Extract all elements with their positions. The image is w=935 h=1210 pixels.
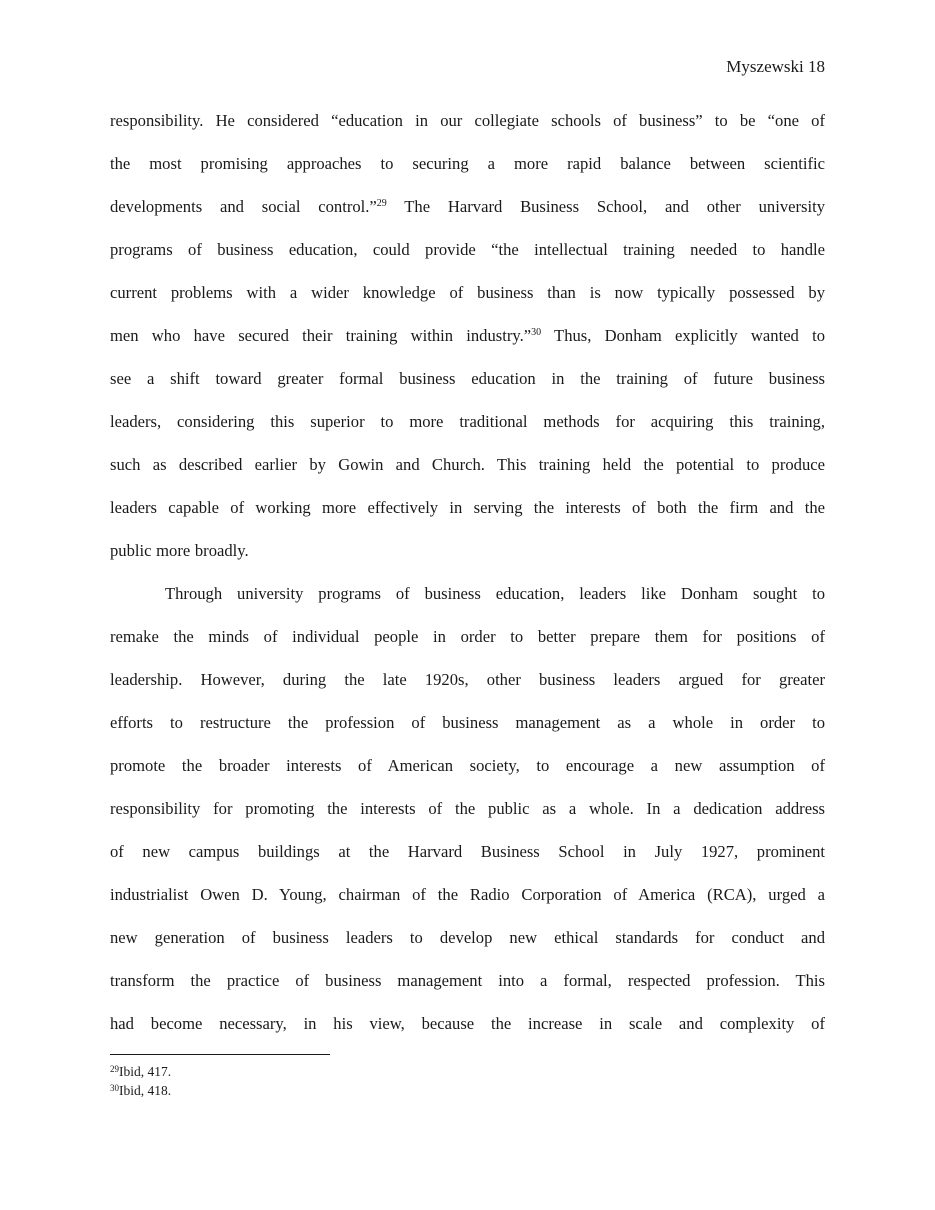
text-line: men who have secured their training within industry.”$^{30}$ Thus, Donham explicitly wanted to xyxy=(110,326,825,345)
running-head: Myszewski 18 xyxy=(726,57,825,76)
text-line: leadership. However, during the late 1920s, other business leaders argued for greater xyxy=(110,670,825,689)
footnote-divider xyxy=(110,1054,330,1055)
text-line: public more broadly. xyxy=(110,541,249,560)
text-line: the most promising approaches to securing a more rapid balance between scientific xyxy=(110,154,825,173)
text-line: see a shift toward greater formal business education in the training of future business xyxy=(110,369,825,388)
text-line: current problems with a wider knowledge of business than is now typically possessed by xyxy=(110,283,825,302)
text-line: transform the practice of business management into a formal, respected profession. This xyxy=(110,971,825,990)
text-line: industrialist Owen D. Young, chairman of the Radio Corporation of America (RCA), urged a xyxy=(110,885,825,904)
text-line: such as described earlier by Gowin and Church. This training held the potential to produce xyxy=(110,455,825,474)
footnote-ref[interactable]: 30 xyxy=(531,327,542,338)
footnote-ref[interactable]: 29 xyxy=(376,198,387,209)
text-line: efforts to restructure the profession of business management as a whole in order to xyxy=(110,713,825,732)
footnote xyxy=(110,1062,171,1081)
text-line: had become necessary, in his view, because the increase in scale and complexity of xyxy=(110,1014,825,1033)
text-line: programs of business education, could provide “the intellectual training needed to handle xyxy=(110,240,825,259)
footnote-number: 29 xyxy=(110,1064,119,1074)
footnote-number: 30 xyxy=(110,1083,119,1093)
text-line: developments and social control.”$^{29}$ The Harvard Business School, and other university xyxy=(110,197,825,216)
text-line: responsibility. He considered “education in our collegiate schools of business” to be “one of xyxy=(110,111,825,130)
text-line: new generation of business leaders to develop new ethical standards for conduct and xyxy=(110,928,825,947)
text-line: Through university programs of business education, leaders like Donham sought to xyxy=(165,584,825,603)
footnote-text: Ibid, 417. xyxy=(119,1064,172,1079)
text-line: leaders, considering this superior to more traditional methods for acquiring this training, xyxy=(110,412,825,431)
text-line: responsibility for promoting the interests of the public as a whole. In a dedication address xyxy=(110,799,825,818)
body-text xyxy=(110,99,825,1045)
text-line: leaders capable of working more effectively in serving the interests of both the firm and the xyxy=(110,498,825,517)
footnote-text: Ibid, 418. xyxy=(119,1083,172,1098)
footnotes xyxy=(110,1062,171,1100)
text-line: promote the broader interests of American society, to encourage a new assumption of xyxy=(110,756,825,775)
text-line: remake the minds of individual people in order to better prepare them for positions of xyxy=(110,627,825,646)
text-line: of new campus buildings at the Harvard Business School in July 1927, prominent xyxy=(110,842,825,861)
footnote xyxy=(110,1081,171,1100)
